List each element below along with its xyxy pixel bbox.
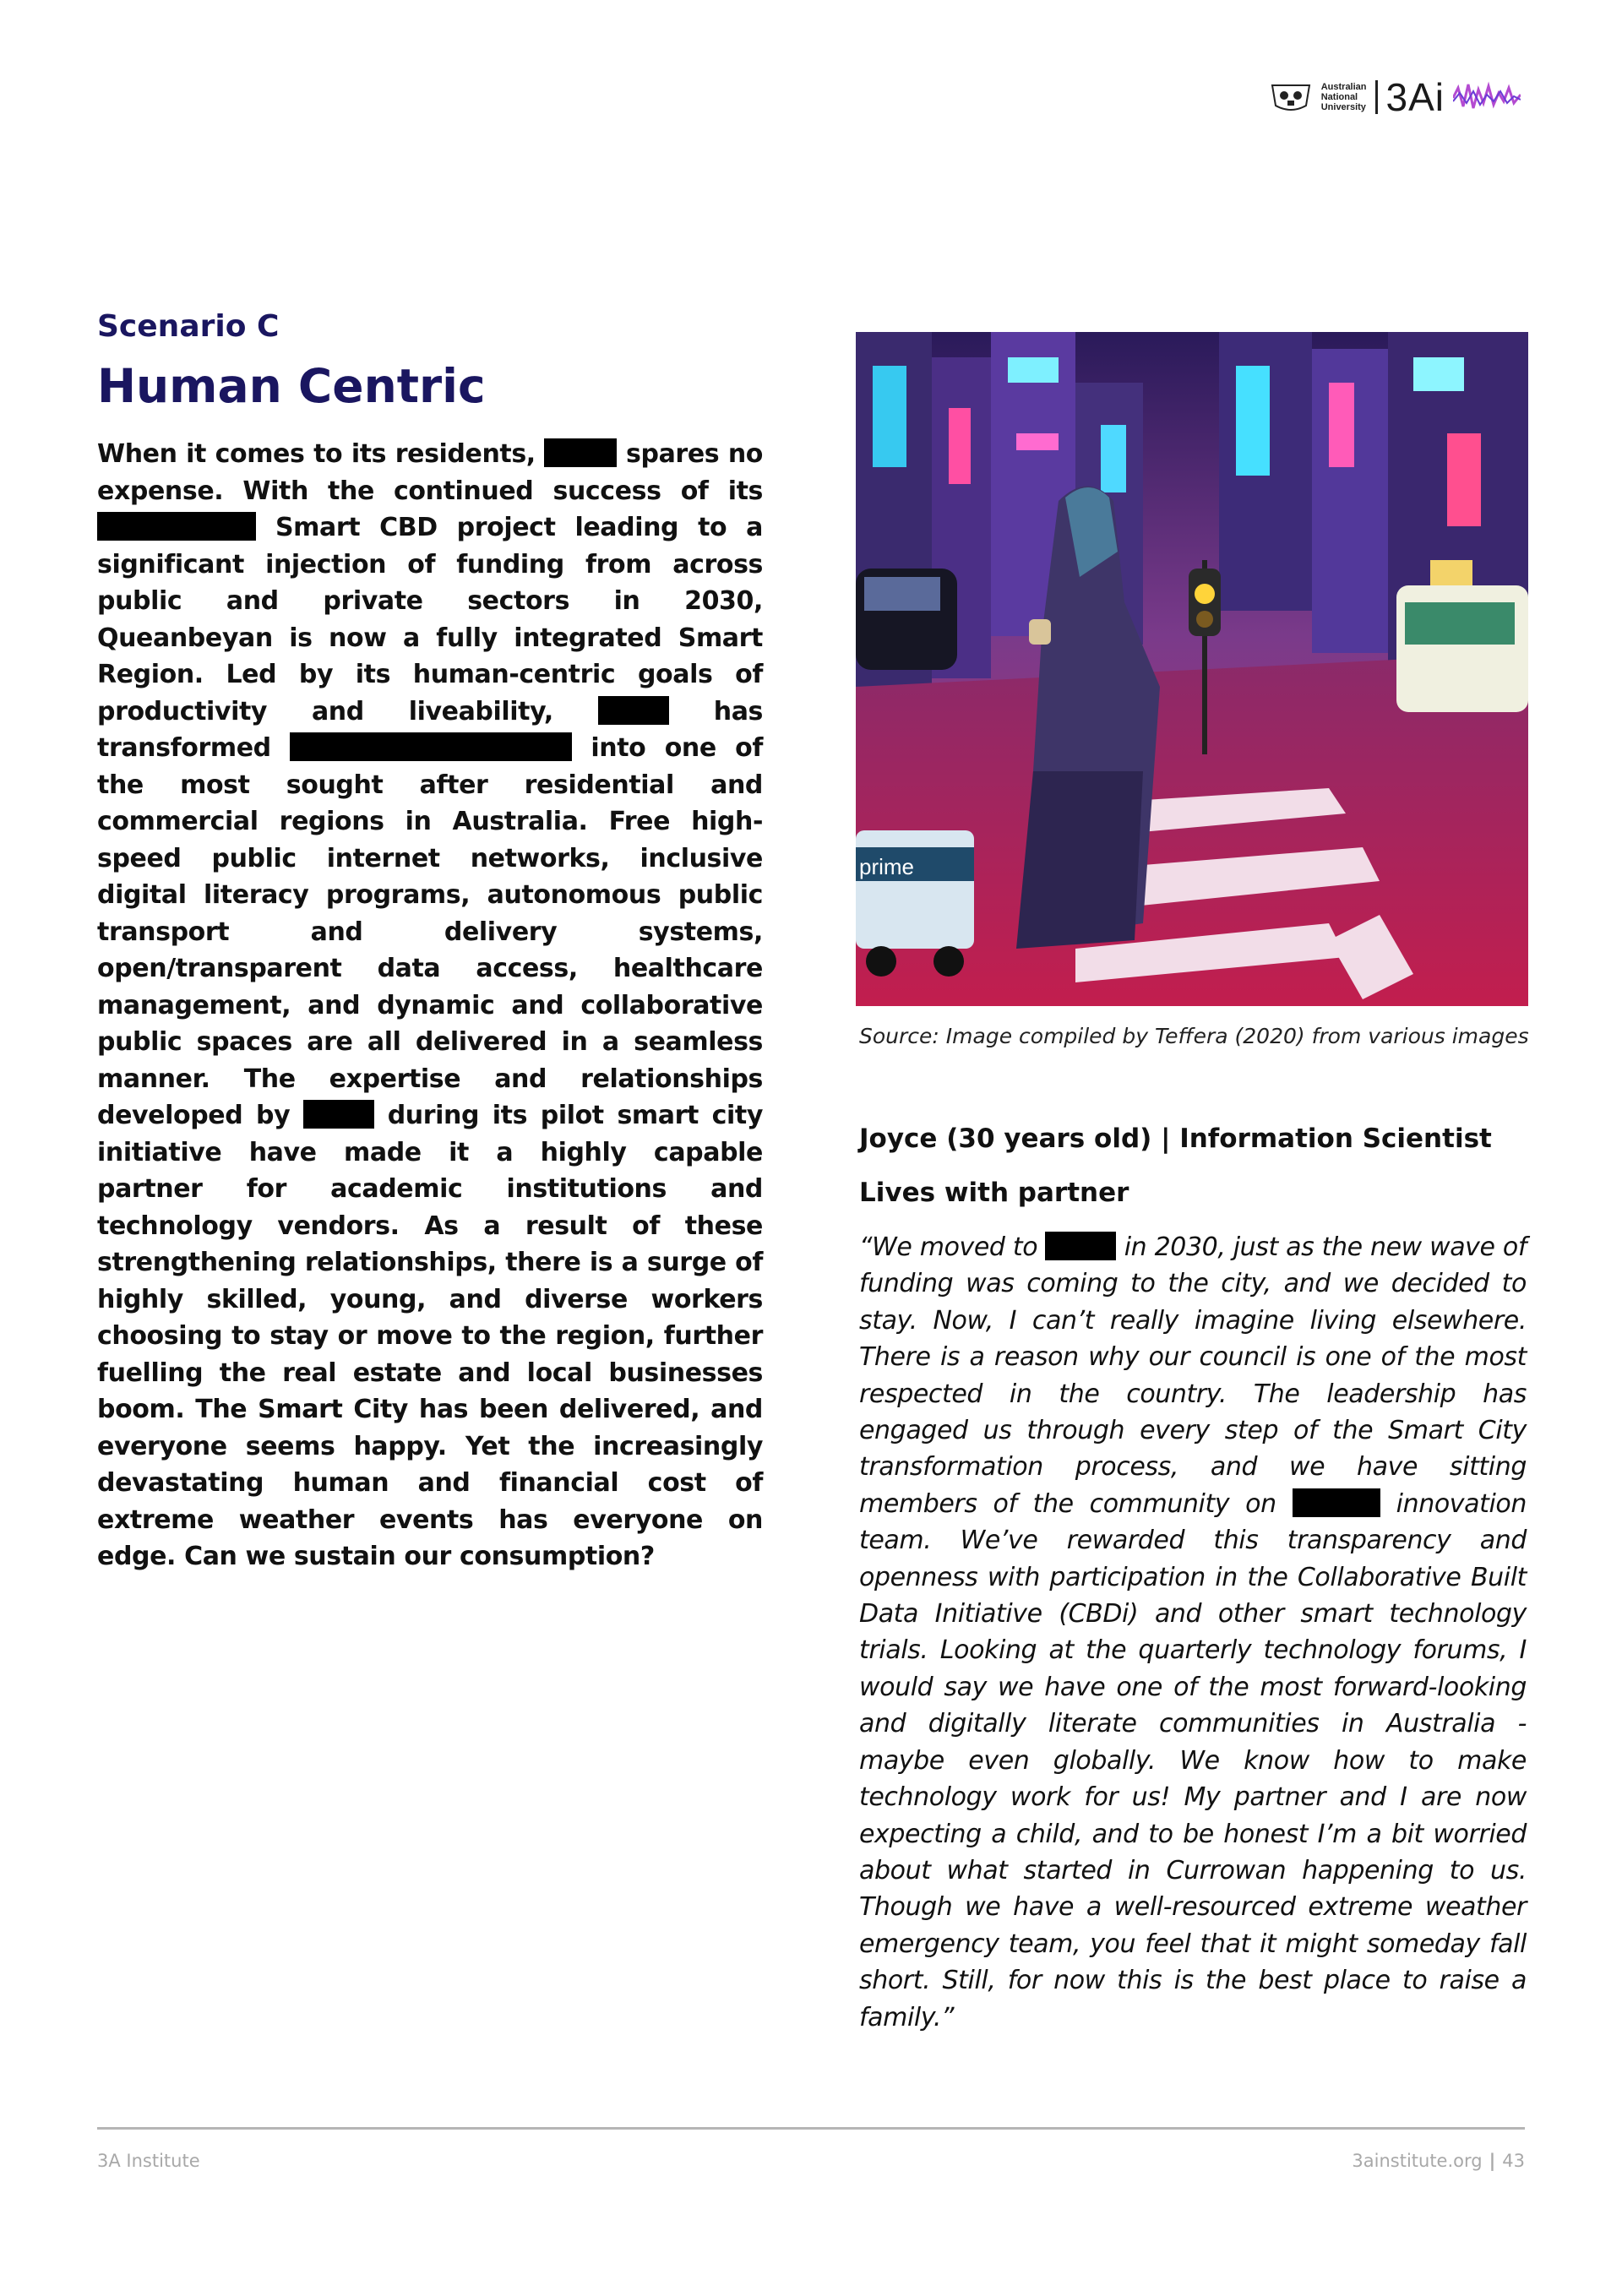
body-text: during its pilot smart city initiative have made it a highly capable partner for academic institutions and technology vendors. As a result of these strengthening relationships, there is a surge of highly skilled, young, and diverse workers choosing to stay or move to the region, further fuelling the real estate and local businesses boom. The Smart City has been delivered, and everyone seems happy. Yet the increasingly devastating human and financial cost of extreme weather events has everyone on edge. Can we sustain our consumption? <box>97 1101 764 1571</box>
quote-text: “We moved to <box>859 1232 1038 1262</box>
scenario-label: Scenario C <box>97 309 280 344</box>
brand-name: 3Ai <box>1385 75 1445 119</box>
body-text: Smart CBD project leading to a significant injection of funding from across public and private sectors in 2030, Queanbeyan is now a fully integrated Smart Region. Led by its human-centric goals of productivity and liveability, <box>97 513 764 726</box>
redaction-bar <box>97 512 256 541</box>
footer-divider <box>97 2127 1525 2130</box>
redaction-bar <box>598 696 669 725</box>
quote-text: in 2030, just as the new wave of funding was coming to the city, and we decided to stay. Now, I can’t really imagine living elsewhere. There is a reason why our council is one of the most respected in the country. The leadership has engaged us through every step of the Smart City transformation process, and we have sitting members of the community on <box>859 1232 1527 1519</box>
waveform-icon <box>1453 78 1521 117</box>
persona-name: Joyce (30 years old) | Information Scientist <box>859 1124 1492 1154</box>
redaction-bar <box>290 732 572 761</box>
redaction-bar <box>1293 1488 1380 1517</box>
redaction-bar <box>544 438 617 467</box>
anu-crest-icon <box>1269 80 1313 114</box>
scenario-body <box>97 436 763 1575</box>
page-title: Human Centric <box>97 359 486 413</box>
logo-divider <box>1375 80 1378 114</box>
page-number: 43 <box>1502 2151 1525 2171</box>
robot-label: prime <box>859 854 915 879</box>
city-street-photo <box>856 332 1528 1006</box>
persona-living: Lives with partner <box>859 1178 1129 1208</box>
figure-caption: Source: Image compiled by Teffera (2020) from various images <box>859 1024 1529 1048</box>
redaction-bar <box>1045 1232 1116 1260</box>
footer-site: 3ainstitute.org <box>1352 2151 1483 2171</box>
persona-quote <box>859 1229 1527 2036</box>
body-text: spares no expense. With the continued success of its <box>97 439 764 506</box>
body-text: When it comes to its residents, <box>97 439 536 469</box>
university-name: Australian National University <box>1320 82 1367 112</box>
footer-meta <box>1352 2151 1525 2171</box>
body-text: into one of the most sought after residential and commercial regions in Australia. Free high-speed public internet networks, inclusive digital literacy programs, autonomous public transport and delivery systems, open/transparent data access, healthcare management, and dynamic and collaborative public spaces are all delivered in a seamless manner. The expertise and relationships developed by <box>97 733 764 1130</box>
quote-text: innovation team. We’ve rewarded this transparency and openness with participation in the Collaborative Built Data Initiative (CBDi) and other smart technology trials. Looking at the quarterly technology forums, I would say we have one of the most forward-looking and digitally literate communities in Australia - maybe even globally. We know how to make technology work for us! My partner and I are now expecting a child, and to be honest I’m a bit worried about what started in Currowan happening to us. Though we have a well-resourced extreme weather emergency team, you feel that it might someday fall short. Still, for now this is the best place to raise a family.” <box>859 1488 1527 2032</box>
redaction-bar <box>303 1100 374 1129</box>
footer-org: 3A Institute <box>97 2151 200 2171</box>
body-text: has transformed <box>97 696 764 763</box>
footer-separator: | <box>1489 2151 1496 2171</box>
header-logo <box>1269 74 1521 120</box>
